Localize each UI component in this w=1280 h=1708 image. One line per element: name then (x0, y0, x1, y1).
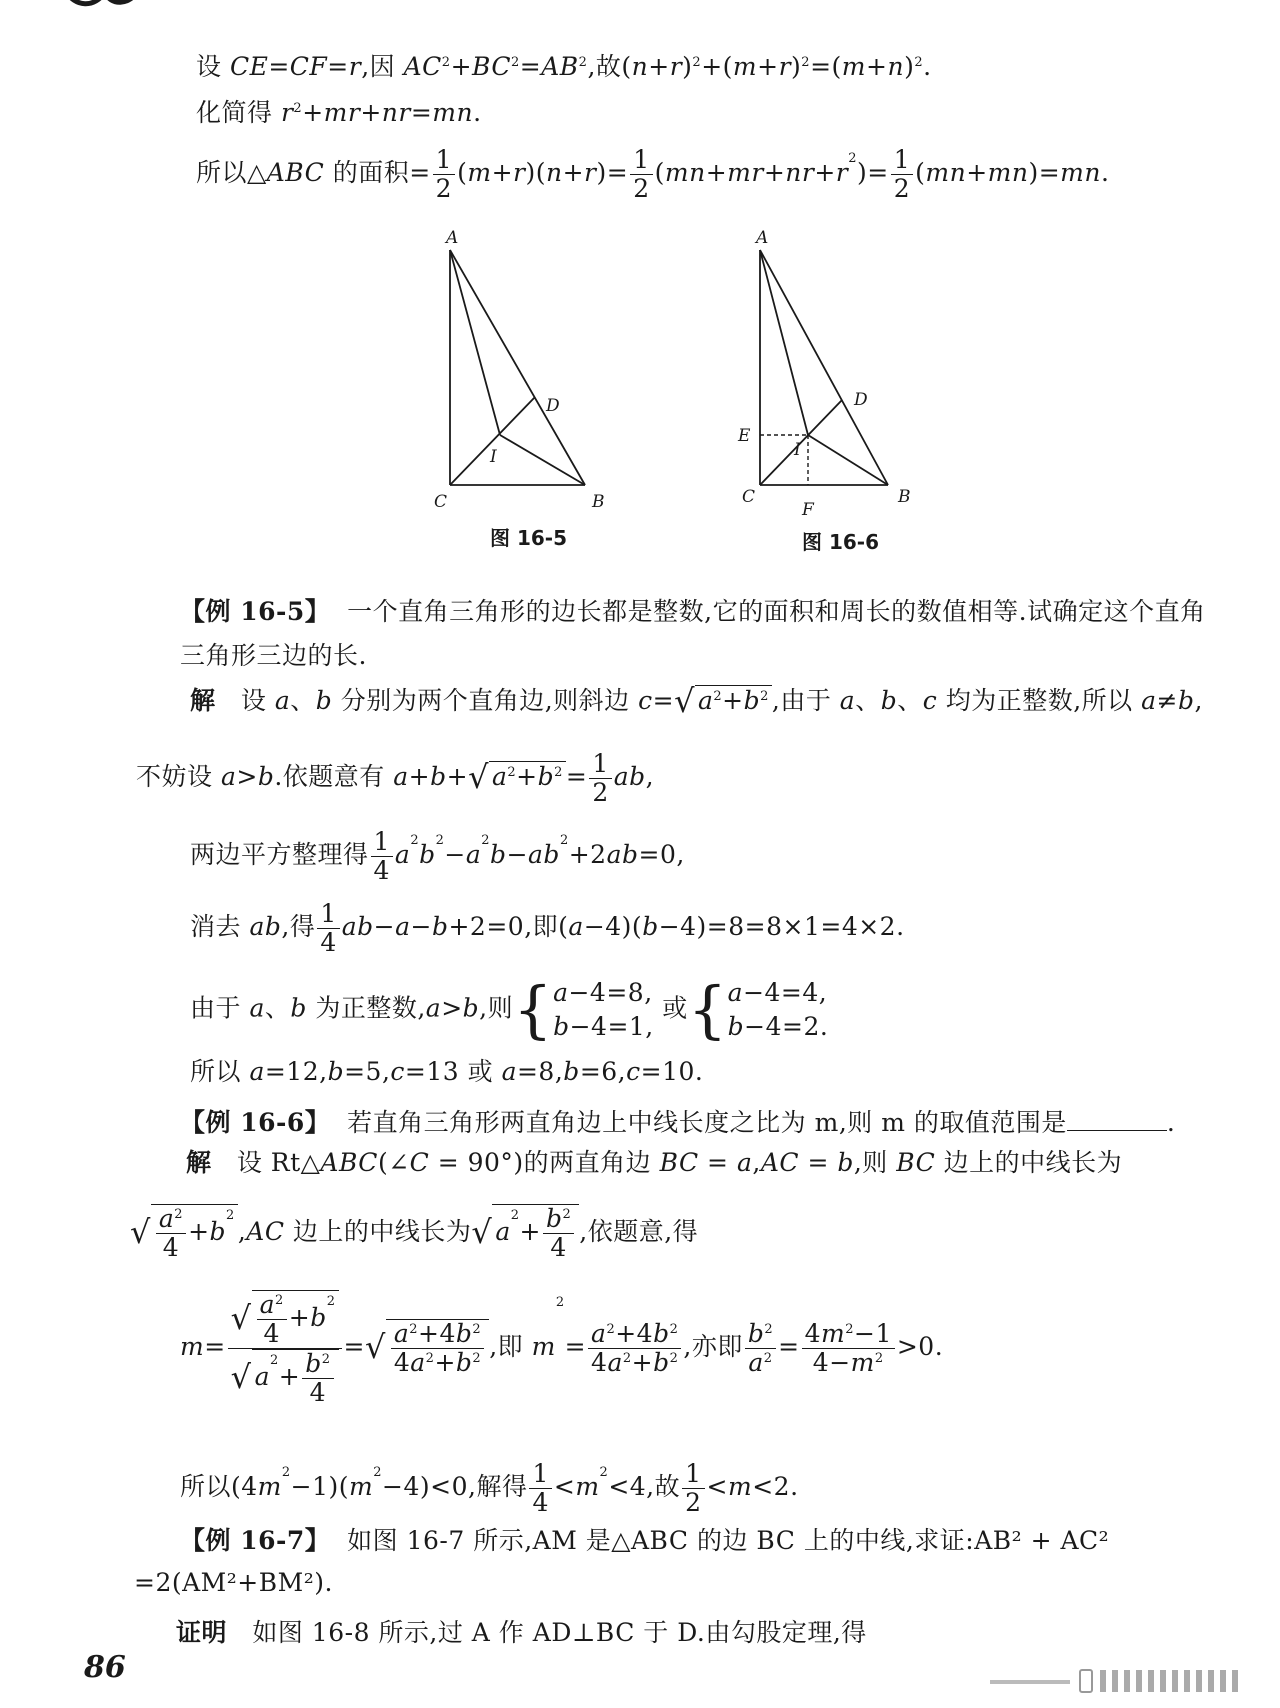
example-16-6: 【例 16-6】 若直角三角形两直角边上中线长度之比为 m,则 m 的取值范围是 . (180, 1104, 1175, 1140)
vertex-label-d: D (546, 396, 560, 416)
vertex-label-b: B (898, 487, 911, 507)
proof-text: 如图 16-8 所示,过 A 作 AD⊥BC 于 D.由勾股定理,得 (252, 1618, 867, 1647)
example-16-7 (180, 1524, 1109, 1558)
solution-line-4: 消去 ab,得 $\frac{1}{4}$ ab−a−b+2=0,即(a−4)(b−4)=8=8×1=4×2. (190, 899, 905, 957)
solution-line-2: 不妨设 a>b.依题意有 a+b+√ $a^2+b^2$ = $\frac{1}{2}$ ab, (136, 749, 655, 807)
vertex-label-a: A (756, 228, 769, 248)
example-16-5-text: 一个直角三角形的边长都是整数,它的面积和周长的数值相等.试确定这个直角三角形三边的长. (180, 597, 1206, 670)
solution-line-6: 所以 a=12,b=5,c=13 或 a=8,b=6,c=10. (190, 1057, 704, 1086)
example-16-6-text: 若直角三角形两直角边上中线长度之比为 m,则 m 的取值范围是 (347, 1108, 1067, 1137)
point-label-i: I (794, 440, 801, 460)
example-16-7-text: 如图 16-7 所示,AM 是△ABC 的边 BC 上的中线,求证:AB² + AC² (347, 1526, 1110, 1555)
figure-caption-16-6: 图 16-6 (802, 530, 880, 554)
text-line-2: 化简得 $r^2+mr+nr=mn$. (196, 98, 482, 127)
page-number: 86 (84, 1650, 126, 1685)
example-16-6-title: 【例 16-6】 (180, 1108, 331, 1137)
point-label-e: E (738, 426, 751, 446)
point-label-i: I (490, 447, 497, 467)
solution-line-5: 由于 a、b 为正整数,a>b,则{a−4=8, b−4=1, 或{a−4=4, b−4=2. (190, 973, 829, 1046)
publisher-logo (60, 0, 140, 14)
vertex-label-a: A (446, 228, 459, 248)
figure-caption-16-5: 图 16-5 (490, 526, 568, 550)
vertex-label-c: C (742, 487, 756, 507)
solution-label: 解 (190, 686, 216, 715)
text-line-1: 设 CE=CF=r,因 $AC^2+BC^2=AB^2$,故$(n+r)^2+(m+r)^2=(m+n)^2$. (196, 52, 932, 81)
figure-16-5 (420, 225, 620, 515)
watermark-strip (990, 1668, 1260, 1696)
vertex-label-b: B (592, 492, 605, 512)
figure-16-6 (730, 225, 930, 515)
solution-16-6-line-3: m= √ $\frac{a^2}{4}$ $+b^2$ √ $a^2+$ $\frac{b^2}{4}$ =√ $\frac{a^2+4b^2}{4a^2+b^2}$ ,即 $m^2=$ $\frac{a^2+4b^2}{4a^2+b^2}$ ,亦即 $\frac{b^2}{a^2}$ = $\frac{4m^2-1}{4-m^2}$ >0. (180, 1290, 944, 1407)
solution-16-6-line-2: √ $\frac{a^2}{4}$ $+b^2,AC$ 边上的中线长为√ $a^2+$ $\frac{b^2}{4}$ ,依题意,得 (130, 1204, 699, 1262)
answer-blank (1067, 1104, 1167, 1131)
vertex-label-d: D (854, 390, 868, 410)
proof-label: 证明 (176, 1618, 228, 1647)
example-16-5 (180, 590, 1220, 678)
solution-line-1: 解 设 a、b 分别为两个直角边,则斜边 c=√ $a^2+b^2$ ,由于 a、b、c 均为正整数,所以 a≠b, (190, 682, 1203, 720)
example-16-5-title: 【例 16-5】 (180, 597, 331, 626)
vertex-label-c: C (434, 492, 448, 512)
proof-line (176, 1616, 867, 1650)
point-label-f: F (802, 500, 814, 515)
solution-line-3: 两边平方整理得 $\frac{1}{4}$ $a^2b^2-a^2b-ab^2+2ab=0$, (190, 827, 685, 885)
example-16-7-line-2: =2(AM²+BM²). (134, 1568, 333, 1597)
area-formula-line: 所以△ABC 的面积= $\frac{1}{2}$ (m+r)(n+r)= $\frac{1}{2}$ $(mn+mr+nr+r^2)=$ $\frac{1}{2}$ (mn+mn)=mn. (196, 145, 1110, 203)
solution-16-6-line-1: 解 设 Rt△ABC(∠C = 90°)的两直角边 BC = a,AC = b,则 BC 边上的中线长为 (186, 1148, 1123, 1177)
solution-16-6-line-4: 所以$(4m^2-1)(m^2-4)<0$,解得 $\frac{1}{4}$ $<m^2<4$,故 $\frac{1}{2}$ <m<2. (180, 1459, 799, 1517)
example-16-7-title: 【例 16-7】 (180, 1526, 331, 1555)
